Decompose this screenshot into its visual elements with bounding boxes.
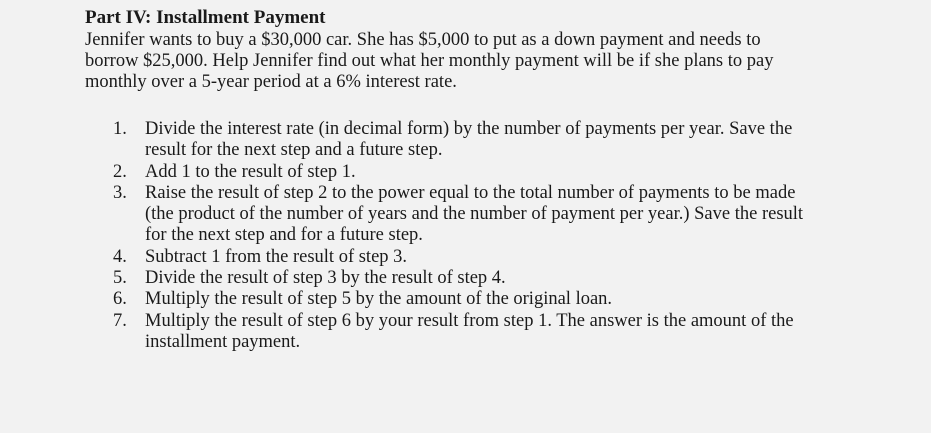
step-item xyxy=(113,289,813,310)
step-item xyxy=(113,119,813,162)
step-number: 6. xyxy=(113,289,127,310)
step-number: 5. xyxy=(113,268,127,289)
step-number: 4. xyxy=(113,246,127,267)
step-text: Subtract 1 from the result of step 3. xyxy=(145,246,408,267)
step-number: 3. xyxy=(113,182,127,203)
intro-paragraph: Jennifer wants to buy a $30,000 car. She has $5,000 to put as a down payment and needs to borrow $25,000. Help Jennifer find out what her monthly payment will be if she plans to pay monthly over a 5-year period at a 6% interest rate. xyxy=(85,30,774,92)
step-number: 1. xyxy=(113,119,127,139)
section-title: Part IV: Installment Payment xyxy=(85,7,326,28)
step-text: Add 1 to the result of step 1. xyxy=(145,161,356,182)
step-text: Divide the interest rate (in decimal form) by the number of payments per year. Save the result for the next step and a future step. xyxy=(145,119,793,161)
step-number: 7. xyxy=(113,310,127,331)
step-item xyxy=(113,162,813,183)
step-text: Raise the result of step 2 to the power equal to the total number of payments to be made (the product of the number of years and the number of payment per year.) Save the result for the next step and for a future step. xyxy=(145,182,804,246)
step-item xyxy=(113,247,813,268)
step-item xyxy=(113,311,813,354)
step-text: Multiply the result of step 6 by your result from step 1. The answer is the amount of the installment payment. xyxy=(145,310,794,352)
step-number: 2. xyxy=(113,161,127,182)
steps-list xyxy=(85,119,911,353)
step-text: Multiply the result of step 5 by the amount of the original loan. xyxy=(145,289,613,310)
step-item xyxy=(113,183,813,247)
step-item xyxy=(113,268,813,289)
step-text: Divide the result of step 3 by the result of step 4. xyxy=(145,268,506,289)
